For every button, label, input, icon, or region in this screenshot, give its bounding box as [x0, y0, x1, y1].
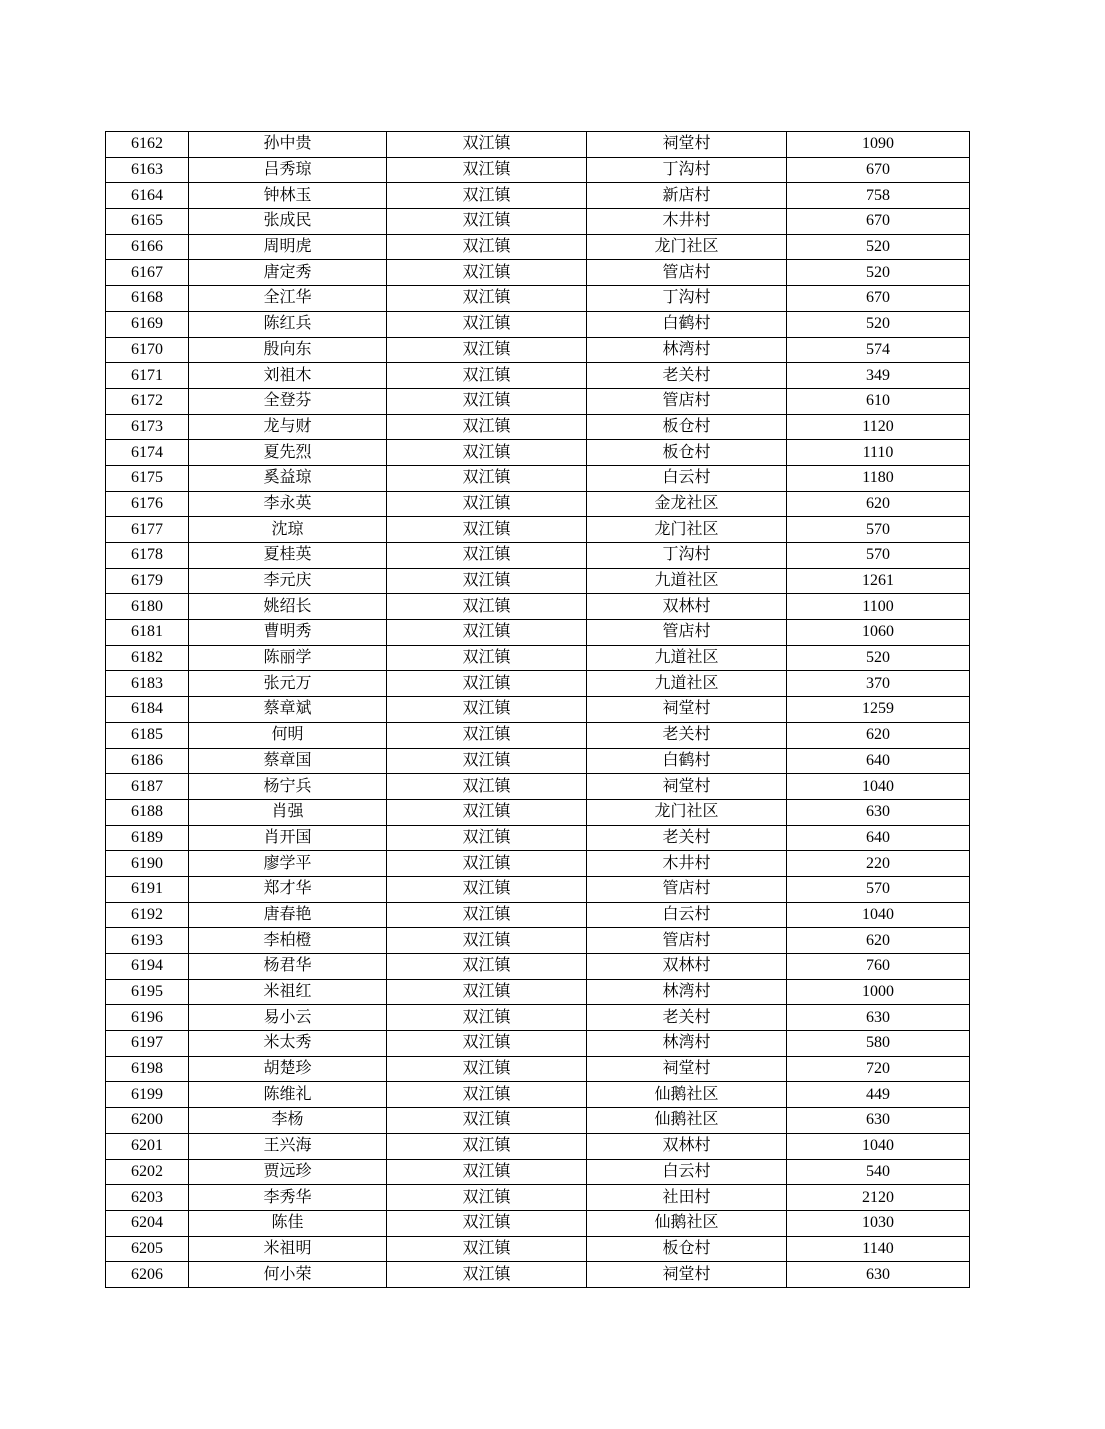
table-cell-amount: 1090 — [787, 132, 970, 158]
table-cell-amount: 1040 — [787, 902, 970, 928]
table-cell-amount: 1060 — [787, 620, 970, 646]
table-row — [106, 543, 970, 569]
table-cell-name: 米太秀 — [189, 1031, 387, 1057]
table-cell-id: 6199 — [106, 1082, 189, 1108]
table-cell-town: 双江镇 — [387, 543, 587, 569]
table-row — [106, 1082, 970, 1108]
table-cell-town: 双江镇 — [387, 799, 587, 825]
table-row — [106, 1031, 970, 1057]
table-cell-town: 双江镇 — [387, 363, 587, 389]
table-cell-name: 李杨 — [189, 1108, 387, 1134]
table-cell-amount: 220 — [787, 851, 970, 877]
table-cell-village: 仙鹅社区 — [587, 1210, 787, 1236]
table-cell-amount: 630 — [787, 1005, 970, 1031]
table-cell-village: 仙鹅社区 — [587, 1108, 787, 1134]
table-cell-id: 6192 — [106, 902, 189, 928]
table-cell-amount: 670 — [787, 209, 970, 235]
table-cell-village: 白云村 — [587, 1159, 787, 1185]
table-cell-village: 龙门社区 — [587, 517, 787, 543]
table-cell-town: 双江镇 — [387, 183, 587, 209]
table-cell-name: 殷向东 — [189, 337, 387, 363]
table-cell-id: 6174 — [106, 440, 189, 466]
table-cell-village: 社田村 — [587, 1185, 787, 1211]
table-cell-town: 双江镇 — [387, 722, 587, 748]
table-cell-town: 双江镇 — [387, 979, 587, 1005]
table-cell-village: 丁沟村 — [587, 543, 787, 569]
table-cell-town: 双江镇 — [387, 517, 587, 543]
table-cell-id: 6206 — [106, 1262, 189, 1288]
table-row — [106, 825, 970, 851]
table-cell-village: 管店村 — [587, 876, 787, 902]
table-cell-name: 廖学平 — [189, 851, 387, 877]
table-row — [106, 645, 970, 671]
table-cell-amount: 2120 — [787, 1185, 970, 1211]
table-cell-name: 龙与财 — [189, 414, 387, 440]
table-cell-town: 双江镇 — [387, 234, 587, 260]
table-cell-town: 双江镇 — [387, 440, 587, 466]
table-cell-amount: 1040 — [787, 774, 970, 800]
table-cell-village: 金龙社区 — [587, 491, 787, 517]
table-cell-amount: 640 — [787, 825, 970, 851]
table-cell-name: 李柏橙 — [189, 928, 387, 954]
table-cell-name: 吕秀琼 — [189, 157, 387, 183]
table-cell-id: 6177 — [106, 517, 189, 543]
table-cell-village: 祠堂村 — [587, 132, 787, 158]
payment-table — [105, 131, 970, 1288]
table-row — [106, 851, 970, 877]
table-cell-amount: 1261 — [787, 568, 970, 594]
table-cell-town: 双江镇 — [387, 311, 587, 337]
table-cell-town: 双江镇 — [387, 594, 587, 620]
table-cell-village: 白云村 — [587, 465, 787, 491]
table-cell-village: 九道社区 — [587, 645, 787, 671]
table-cell-town: 双江镇 — [387, 1056, 587, 1082]
table-cell-village: 林湾村 — [587, 979, 787, 1005]
table-cell-name: 张成民 — [189, 209, 387, 235]
table-cell-id: 6205 — [106, 1236, 189, 1262]
table-cell-amount: 574 — [787, 337, 970, 363]
table-cell-amount: 520 — [787, 645, 970, 671]
table-cell-village: 双林村 — [587, 594, 787, 620]
table-cell-name: 王兴海 — [189, 1133, 387, 1159]
table-cell-amount: 1180 — [787, 465, 970, 491]
table-cell-id: 6172 — [106, 388, 189, 414]
table-row — [106, 363, 970, 389]
table-cell-name: 蔡章斌 — [189, 697, 387, 723]
table-cell-amount: 1140 — [787, 1236, 970, 1262]
table-row — [106, 748, 970, 774]
table-cell-id: 6193 — [106, 928, 189, 954]
table-cell-name: 李永英 — [189, 491, 387, 517]
table-row — [106, 286, 970, 312]
table-cell-amount: 1040 — [787, 1133, 970, 1159]
table-cell-amount: 349 — [787, 363, 970, 389]
table-cell-amount: 640 — [787, 748, 970, 774]
table-cell-amount: 520 — [787, 311, 970, 337]
table-cell-town: 双江镇 — [387, 748, 587, 774]
table-cell-amount: 580 — [787, 1031, 970, 1057]
table-cell-town: 双江镇 — [387, 671, 587, 697]
table-row — [106, 465, 970, 491]
table-cell-id: 6170 — [106, 337, 189, 363]
table-cell-name: 夏桂英 — [189, 543, 387, 569]
table-row — [106, 209, 970, 235]
table-cell-village: 双林村 — [587, 954, 787, 980]
table-cell-id: 6195 — [106, 979, 189, 1005]
table-cell-id: 6178 — [106, 543, 189, 569]
table-row — [106, 337, 970, 363]
table-cell-name: 蔡章国 — [189, 748, 387, 774]
table-cell-name: 李元庆 — [189, 568, 387, 594]
table-cell-amount: 1030 — [787, 1210, 970, 1236]
table-cell-village: 老关村 — [587, 1005, 787, 1031]
table-cell-name: 贾远珍 — [189, 1159, 387, 1185]
table-row — [106, 1056, 970, 1082]
table-cell-id: 6176 — [106, 491, 189, 517]
table-row — [106, 722, 970, 748]
table-cell-name: 钟林玉 — [189, 183, 387, 209]
table-cell-name: 张元万 — [189, 671, 387, 697]
table-cell-town: 双江镇 — [387, 337, 587, 363]
table-cell-name: 全登芬 — [189, 388, 387, 414]
table-cell-id: 6169 — [106, 311, 189, 337]
table-cell-village: 木井村 — [587, 209, 787, 235]
table-cell-village: 老关村 — [587, 363, 787, 389]
table-cell-id: 6198 — [106, 1056, 189, 1082]
table-cell-id: 6184 — [106, 697, 189, 723]
table-cell-town: 双江镇 — [387, 851, 587, 877]
table-row — [106, 671, 970, 697]
table-row — [106, 414, 970, 440]
table-cell-amount: 1100 — [787, 594, 970, 620]
table-cell-amount: 540 — [787, 1159, 970, 1185]
table-cell-name: 陈红兵 — [189, 311, 387, 337]
table-cell-id: 6196 — [106, 1005, 189, 1031]
table-row — [106, 876, 970, 902]
table-cell-id: 6164 — [106, 183, 189, 209]
table-cell-town: 双江镇 — [387, 1005, 587, 1031]
table-cell-name: 全江华 — [189, 286, 387, 312]
table-cell-village: 龙门社区 — [587, 234, 787, 260]
table-cell-town: 双江镇 — [387, 954, 587, 980]
table-cell-town: 双江镇 — [387, 157, 587, 183]
table-cell-id: 6167 — [106, 260, 189, 286]
table-cell-id: 6201 — [106, 1133, 189, 1159]
table-cell-name: 唐春艳 — [189, 902, 387, 928]
table-cell-id: 6166 — [106, 234, 189, 260]
table-cell-name: 何明 — [189, 722, 387, 748]
table-cell-village: 新店村 — [587, 183, 787, 209]
table-cell-town: 双江镇 — [387, 1236, 587, 1262]
table-cell-village: 九道社区 — [587, 671, 787, 697]
table-cell-amount: 670 — [787, 286, 970, 312]
table-cell-name: 杨君华 — [189, 954, 387, 980]
table-cell-town: 双江镇 — [387, 260, 587, 286]
table-cell-village: 管店村 — [587, 260, 787, 286]
table-cell-name: 周明虎 — [189, 234, 387, 260]
table-row — [106, 183, 970, 209]
table-row — [106, 1108, 970, 1134]
table-cell-town: 双江镇 — [387, 286, 587, 312]
table-cell-amount: 610 — [787, 388, 970, 414]
table-cell-town: 双江镇 — [387, 1082, 587, 1108]
table-cell-name: 易小云 — [189, 1005, 387, 1031]
table-row — [106, 979, 970, 1005]
table-cell-village: 祠堂村 — [587, 774, 787, 800]
table-cell-name: 夏先烈 — [189, 440, 387, 466]
table-cell-village: 丁沟村 — [587, 286, 787, 312]
table-cell-town: 双江镇 — [387, 902, 587, 928]
table-cell-village: 九道社区 — [587, 568, 787, 594]
table-cell-name: 肖强 — [189, 799, 387, 825]
table-cell-village: 祠堂村 — [587, 1262, 787, 1288]
table-cell-village: 白鹤村 — [587, 311, 787, 337]
table-cell-town: 双江镇 — [387, 209, 587, 235]
table-cell-amount: 630 — [787, 1108, 970, 1134]
table-cell-village: 祠堂村 — [587, 1056, 787, 1082]
table-cell-id: 6171 — [106, 363, 189, 389]
table-cell-name: 胡楚珍 — [189, 1056, 387, 1082]
table-row — [106, 1236, 970, 1262]
table-cell-id: 6182 — [106, 645, 189, 671]
table-cell-id: 6163 — [106, 157, 189, 183]
table-cell-village: 管店村 — [587, 928, 787, 954]
table-cell-village: 管店村 — [587, 388, 787, 414]
table-cell-name: 孙中贵 — [189, 132, 387, 158]
table-row — [106, 260, 970, 286]
table-cell-amount: 620 — [787, 722, 970, 748]
table-cell-town: 双江镇 — [387, 928, 587, 954]
table-cell-village: 龙门社区 — [587, 799, 787, 825]
table-row — [106, 954, 970, 980]
table-cell-id: 6202 — [106, 1159, 189, 1185]
table-cell-id: 6194 — [106, 954, 189, 980]
table-cell-amount: 570 — [787, 543, 970, 569]
table-cell-town: 双江镇 — [387, 1262, 587, 1288]
table-cell-name: 刘祖木 — [189, 363, 387, 389]
table-cell-id: 6179 — [106, 568, 189, 594]
table-row — [106, 517, 970, 543]
table-cell-village: 双林村 — [587, 1133, 787, 1159]
table-row — [106, 440, 970, 466]
table-cell-amount: 758 — [787, 183, 970, 209]
table-cell-name: 米祖明 — [189, 1236, 387, 1262]
table-cell-town: 双江镇 — [387, 568, 587, 594]
table-cell-id: 6185 — [106, 722, 189, 748]
table-cell-amount: 670 — [787, 157, 970, 183]
table-row — [106, 568, 970, 594]
table-cell-name: 陈维礼 — [189, 1082, 387, 1108]
table-cell-town: 双江镇 — [387, 1031, 587, 1057]
table-row — [106, 491, 970, 517]
table-cell-id: 6165 — [106, 209, 189, 235]
table-cell-id: 6191 — [106, 876, 189, 902]
table-row — [106, 1210, 970, 1236]
table-cell-id: 6173 — [106, 414, 189, 440]
table-cell-town: 双江镇 — [387, 1108, 587, 1134]
table-cell-village: 仙鹅社区 — [587, 1082, 787, 1108]
table-cell-town: 双江镇 — [387, 876, 587, 902]
table-cell-amount: 1110 — [787, 440, 970, 466]
table-cell-name: 米祖红 — [189, 979, 387, 1005]
table-cell-amount: 620 — [787, 928, 970, 954]
table-row — [106, 132, 970, 158]
table-cell-village: 祠堂村 — [587, 697, 787, 723]
table-cell-id: 6181 — [106, 620, 189, 646]
table-cell-village: 老关村 — [587, 722, 787, 748]
table-cell-amount: 449 — [787, 1082, 970, 1108]
table-cell-town: 双江镇 — [387, 645, 587, 671]
table-cell-amount: 620 — [787, 491, 970, 517]
table-cell-town: 双江镇 — [387, 388, 587, 414]
table-cell-name: 李秀华 — [189, 1185, 387, 1211]
table-row — [106, 311, 970, 337]
table-row — [106, 774, 970, 800]
table-cell-name: 唐定秀 — [189, 260, 387, 286]
table-row — [106, 1005, 970, 1031]
table-cell-id: 6203 — [106, 1185, 189, 1211]
table-cell-town: 双江镇 — [387, 491, 587, 517]
table-cell-id: 6168 — [106, 286, 189, 312]
table-cell-id: 6180 — [106, 594, 189, 620]
table-cell-town: 双江镇 — [387, 465, 587, 491]
table-row — [106, 1159, 970, 1185]
table-cell-village: 老关村 — [587, 825, 787, 851]
table-cell-town: 双江镇 — [387, 1210, 587, 1236]
table-row — [106, 1185, 970, 1211]
table-row — [106, 157, 970, 183]
table-body — [106, 132, 970, 1288]
table-cell-id: 6197 — [106, 1031, 189, 1057]
table-cell-id: 6187 — [106, 774, 189, 800]
table-row — [106, 799, 970, 825]
table-cell-village: 板仓村 — [587, 440, 787, 466]
table-cell-name: 郑才华 — [189, 876, 387, 902]
table-cell-name: 肖开国 — [189, 825, 387, 851]
table-cell-village: 管店村 — [587, 620, 787, 646]
table-cell-name: 陈佳 — [189, 1210, 387, 1236]
table-row — [106, 1133, 970, 1159]
table-cell-village: 白鹤村 — [587, 748, 787, 774]
table-cell-name: 曹明秀 — [189, 620, 387, 646]
table-cell-village: 白云村 — [587, 902, 787, 928]
table-cell-id: 6183 — [106, 671, 189, 697]
table-cell-id: 6204 — [106, 1210, 189, 1236]
table-cell-town: 双江镇 — [387, 620, 587, 646]
table-cell-village: 丁沟村 — [587, 157, 787, 183]
table-cell-id: 6190 — [106, 851, 189, 877]
table-cell-amount: 570 — [787, 876, 970, 902]
table-cell-village: 木井村 — [587, 851, 787, 877]
table-row — [106, 234, 970, 260]
table-cell-amount: 370 — [787, 671, 970, 697]
table-row — [106, 1262, 970, 1288]
table-cell-amount: 570 — [787, 517, 970, 543]
table-row — [106, 594, 970, 620]
table-cell-name: 陈丽学 — [189, 645, 387, 671]
table-cell-amount: 520 — [787, 260, 970, 286]
table-cell-name: 姚绍长 — [189, 594, 387, 620]
table-row — [106, 620, 970, 646]
table-cell-town: 双江镇 — [387, 825, 587, 851]
table-cell-town: 双江镇 — [387, 414, 587, 440]
table-cell-id: 6186 — [106, 748, 189, 774]
table-cell-id: 6175 — [106, 465, 189, 491]
table-cell-village: 板仓村 — [587, 414, 787, 440]
table-row — [106, 697, 970, 723]
table-cell-id: 6200 — [106, 1108, 189, 1134]
table-cell-town: 双江镇 — [387, 132, 587, 158]
table-cell-village: 林湾村 — [587, 337, 787, 363]
table-row — [106, 388, 970, 414]
table-cell-town: 双江镇 — [387, 697, 587, 723]
table-cell-village: 林湾村 — [587, 1031, 787, 1057]
table-cell-id: 6188 — [106, 799, 189, 825]
table-cell-town: 双江镇 — [387, 1133, 587, 1159]
table-cell-town: 双江镇 — [387, 1159, 587, 1185]
table-cell-amount: 630 — [787, 799, 970, 825]
table-cell-town: 双江镇 — [387, 774, 587, 800]
table-cell-name: 何小荣 — [189, 1262, 387, 1288]
table-cell-id: 6162 — [106, 132, 189, 158]
table-cell-name: 沈琼 — [189, 517, 387, 543]
table-cell-amount: 1120 — [787, 414, 970, 440]
table-cell-village: 板仓村 — [587, 1236, 787, 1262]
table-cell-amount: 520 — [787, 234, 970, 260]
table-cell-amount: 1259 — [787, 697, 970, 723]
table-cell-amount: 760 — [787, 954, 970, 980]
table-row — [106, 902, 970, 928]
table-cell-name: 奚益琼 — [189, 465, 387, 491]
table-row — [106, 928, 970, 954]
table-cell-amount: 1000 — [787, 979, 970, 1005]
table-cell-amount: 720 — [787, 1056, 970, 1082]
table-cell-amount: 630 — [787, 1262, 970, 1288]
table-cell-id: 6189 — [106, 825, 189, 851]
table-cell-town: 双江镇 — [387, 1185, 587, 1211]
table-cell-name: 杨宁兵 — [189, 774, 387, 800]
